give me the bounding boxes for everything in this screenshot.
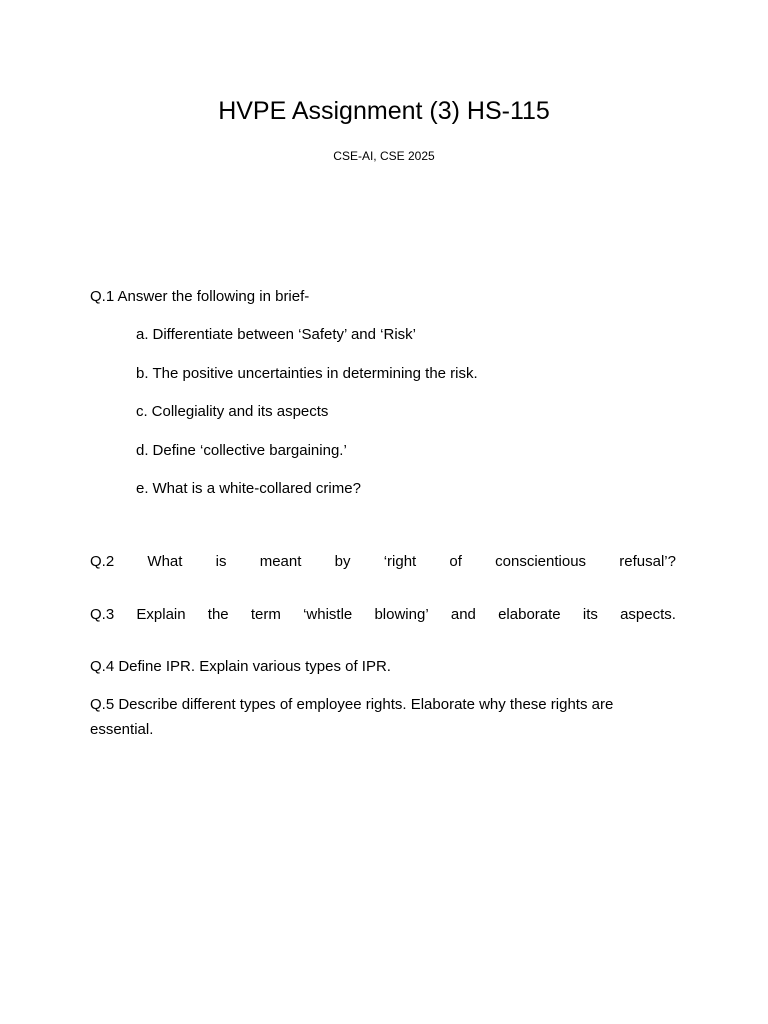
question-2-word: conscientious bbox=[495, 553, 587, 570]
question-5: Q.5 Describe different types of employee rights. Elaborate why these rights are essential. bbox=[90, 696, 614, 738]
question-3-word: the bbox=[207, 606, 229, 623]
question-3 bbox=[90, 605, 676, 625]
question-1-part-b bbox=[136, 364, 478, 403]
question-2-word: What bbox=[147, 553, 183, 570]
part-text: Collegiality and its aspects bbox=[151, 403, 329, 420]
question-4: Q.4 Define IPR. Explain various types of IPR. bbox=[90, 658, 391, 675]
part-letter: d. bbox=[136, 441, 149, 459]
question-2-word: ‘right bbox=[383, 553, 417, 570]
question-2-word: Q.2 bbox=[90, 553, 115, 570]
question-1: Q.1 Answer the following in brief- bbox=[90, 288, 310, 305]
part-text: Define ‘collective bargaining.’ bbox=[152, 441, 347, 459]
question-3-word: its bbox=[582, 606, 598, 623]
question-1-part-d bbox=[136, 441, 478, 480]
question-3-word: and bbox=[450, 606, 476, 623]
question-3-word: blowing’ bbox=[374, 606, 429, 623]
question-1-part-a bbox=[136, 325, 478, 364]
part-text: The positive uncertainties in determining the risk. bbox=[152, 364, 478, 382]
question-3-word: elaborate bbox=[498, 606, 561, 623]
document-subtitle: CSE-AI, CSE 2025 bbox=[333, 149, 435, 163]
part-letter: b. bbox=[136, 364, 149, 382]
question-3-word: Explain bbox=[136, 606, 186, 623]
question-2-word: of bbox=[449, 553, 462, 570]
part-letter: c. bbox=[136, 403, 148, 420]
part-text: Differentiate between ‘Safety’ and ‘Risk’ bbox=[152, 326, 416, 343]
question-2-word: by bbox=[334, 553, 351, 570]
question-2-word: refusal’? bbox=[619, 553, 676, 570]
question-3-word: ‘whistle bbox=[303, 606, 353, 623]
part-letter: e. bbox=[136, 480, 149, 497]
question-1-part-e bbox=[136, 479, 478, 518]
part-letter: a. bbox=[136, 326, 149, 343]
question-3-word: aspects. bbox=[620, 606, 676, 623]
part-text: What is a white-collared crime? bbox=[152, 480, 361, 497]
document-title: HVPE Assignment (3) HS-115 bbox=[218, 97, 550, 125]
question-2 bbox=[90, 552, 676, 572]
question-1-parts bbox=[136, 325, 478, 518]
question-2-word: meant bbox=[259, 553, 302, 570]
question-2-word: is bbox=[215, 553, 227, 570]
question-3-word: Q.3 bbox=[90, 606, 115, 623]
question-3-word: term bbox=[250, 606, 281, 623]
question-1-part-c bbox=[136, 402, 478, 441]
